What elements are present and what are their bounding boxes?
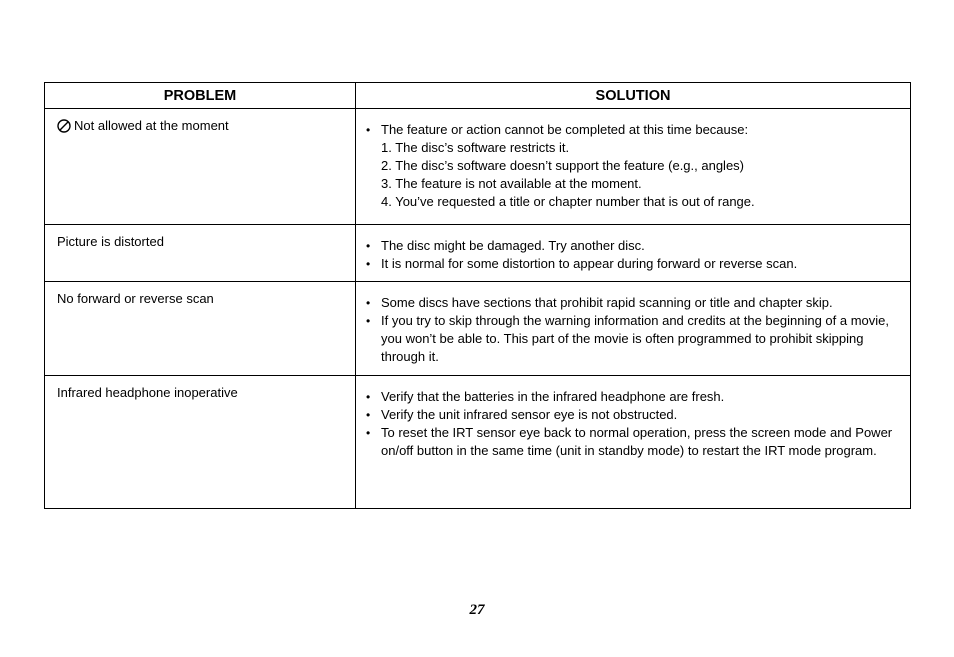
problem-column-header: PROBLEM <box>45 83 356 109</box>
problem-text: Picture is distorted <box>57 234 164 249</box>
reason-item: 4. You’ve requested a title or chapter number that is out of range. <box>381 194 755 209</box>
problem-cell <box>45 109 356 225</box>
reason-list <box>381 139 900 211</box>
table-row <box>45 225 911 282</box>
solution-cell <box>356 282 911 376</box>
table-row <box>45 282 911 376</box>
solution-cell <box>356 376 911 509</box>
solution-list <box>381 388 900 460</box>
problem-cell <box>45 225 356 282</box>
solution-cell <box>356 225 911 282</box>
solution-bullet: • The feature or action cannot be completed at this time because: <box>381 121 900 139</box>
problem-text: No forward or reverse scan <box>57 291 214 306</box>
table-row <box>45 376 911 509</box>
solution-bullet: • To reset the IRT sensor eye back to normal operation, press the screen mode and Power on/off button in the same time (unit in standby mode) to restart the IRT mode program. <box>381 424 900 460</box>
troubleshooting-table <box>44 82 911 509</box>
solution-list <box>381 294 900 366</box>
problem-text: Not allowed at the moment <box>74 118 229 133</box>
solution-cell <box>356 109 911 225</box>
solution-bullet: • It is normal for some distortion to appear during forward or reverse scan. <box>381 255 900 273</box>
solution-column-header: SOLUTION <box>356 83 911 109</box>
table-row <box>45 109 911 225</box>
solution-list <box>381 121 900 139</box>
problem-cell <box>45 282 356 376</box>
reason-item: 2. The disc’s software doesn’t support the feature (e.g., angles) <box>381 158 745 173</box>
solution-bullet: • The disc might be damaged. Try another disc. <box>381 237 900 255</box>
problem-text: Infrared headphone inoperative <box>57 385 238 400</box>
solution-bullet: • Some discs have sections that prohibit rapid scanning or title and chapter skip. <box>381 294 900 312</box>
solution-bullet: • Verify the unit infrared sensor eye is not obstructed. <box>381 406 900 424</box>
solution-bullet: • If you try to skip through the warning information and credits at the beginning of a movie, you won’t be able to. This part of the movie is often programmed to prohibit skipping through it. <box>381 312 900 366</box>
problem-cell <box>45 376 356 509</box>
page-number: 27 <box>469 602 485 618</box>
reason-item: 3. The feature is not available at the moment. <box>381 176 642 191</box>
table-header-row <box>45 83 911 109</box>
solution-list <box>381 237 900 273</box>
solution-bullet: • Verify that the batteries in the infrared headphone are fresh. <box>381 388 900 406</box>
prohibited-icon <box>57 119 71 133</box>
reason-item: 1. The disc’s software restricts it. <box>381 140 570 155</box>
